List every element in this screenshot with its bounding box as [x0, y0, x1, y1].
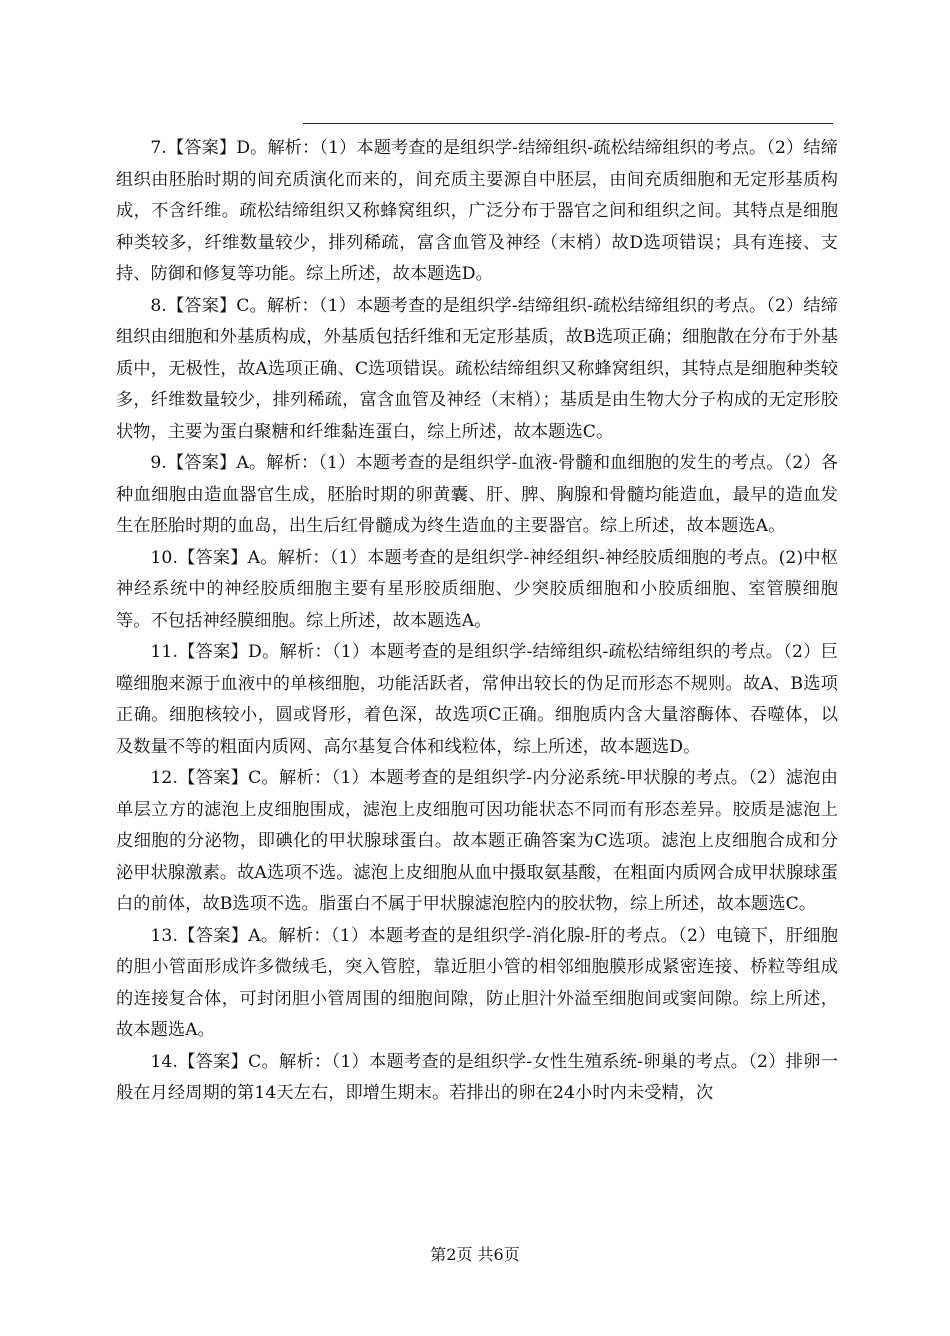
answer-paragraph-13: 13.【答案】A。解析：（1）本题考查的是组织学-消化腺-肝的考点。（2）电镜下，肝细胞的胆小管面形成许多微绒毛，突入管腔，靠近胆小管的相邻细胞膜形成紧密连接、桥粒等组成的连接复合体，可封闭胆小管周围的细胞间隙，防止胆汁外溢至细胞间或窦间隙。综上所述，故本题选A。 — [116, 925, 838, 1040]
answer-paragraph-12: 12.【答案】C。解析：（1）本题考查的是组织学-内分泌系统-甲状腺的考点。（2）滤泡由单层立方的滤泡上皮细胞围成，滤泡上皮细胞可因功能状态不同而有形态差异。胶质是滤泡上皮细胞的分泌物，即碘化的甲状腺球蛋白。故本题正确答案为C选项。滤泡上皮细胞合成和分泌甲状腺激素。故A选项不选。滤泡上皮细胞从血中摄取氨基酸，在粗面内质网合成甲状腺球蛋白的前体，故B选项不选。脂蛋白不属于甲状腺滤泡腔内的胶状物，综上所述，故本题选C。 — [116, 768, 838, 914]
answer-paragraph-9: 9.【答案】A。解析：（1）本题考查的是组织学-血液-骨髓和血细胞的发生的考点。（2）各种血细胞由造血器官生成，胚胎时期的卵黄囊、肝、脾、胸腺和骨髓均能造血，最早的造血发生在胚胎时期的血岛，出生后红骨髓成为终生造血的主要器官。综上所述，故本题选A。 — [116, 453, 838, 536]
answer-paragraph-14: 14.【答案】C。解析：（1）本题考查的是组织学-女性生殖系统-卵巢的考点。（2）排卵一般在月经周期的第14天左右，即增生期末。若排出的卵在24小时内未受精，次 — [116, 1051, 838, 1103]
answer-paragraph-7: 7.【答案】D。解析：（1）本题考查的是组织学-结缔组织-疏松结缔组织的考点。（2）结缔组织由胚胎时期的间充质演化而来的，间充质主要源自中胚层，由间充质细胞和无定形基质构成，不含纤维。疏松结缔组织又称蜂窝组织，广泛分布于器官之间和组织之间。其特点是细胞种类较多，纤维数量较少，排列稀疏，富含血管及神经（末梢）故D选项错误；具有连接、支持、防御和修复等功能。综上所述，故本题选D。 — [116, 138, 838, 284]
answer-content — [116, 133, 838, 1110]
answer-paragraph-11: 11.【答案】D。解析：（1）本题考查的是组织学-结缔组织-疏松结缔组织的考点。（2）巨噬细胞来源于血液中的单核细胞，功能活跃者，常伸出较长的伪足而形态不规则。故A、B选项正确。细胞核较小，圆或肾形，着色深，故选项C正确。细胞质内含大量溶酶体、吞噬体，以及数量不等的粗面内质网、高尔基复合体和线粒体，综上所述，故本题选D。 — [116, 642, 838, 757]
answer-paragraph-10: 10.【答案】A。解析：（1）本题考查的是组织学-神经组织-神经胶质细胞的考点。(2)中枢神经系统中的神经胶质细胞主要有星形胶质细胞、少突胶质细胞和小胶质细胞、室管膜细胞等。不包括神经膜细胞。综上所述，故本题选A。 — [116, 547, 838, 631]
page-footer: 第2页 共6页 — [430, 1245, 520, 1264]
header-rule — [303, 123, 833, 124]
answer-paragraph-8: 8.【答案】C。解析：（1）本题考查的是组织学-结缔组织-疏松结缔组织的考点。（2）结缔组织由细胞和外基质构成，外基质包括纤维和无定形基质，故B选项正确；细胞散在分布于外基质中，无极性，故A选项正确、C选项错误。疏松结缔组织又称蜂窝组织，其特点是细胞种类较多，纤维数量较少，排列稀疏，富含血管及神经（末梢）；基质是由生物大分子构成的无定形胶状物，主要为蛋白聚糖和纤维黏连蛋白，综上所述，故本题选C。 — [116, 295, 838, 442]
